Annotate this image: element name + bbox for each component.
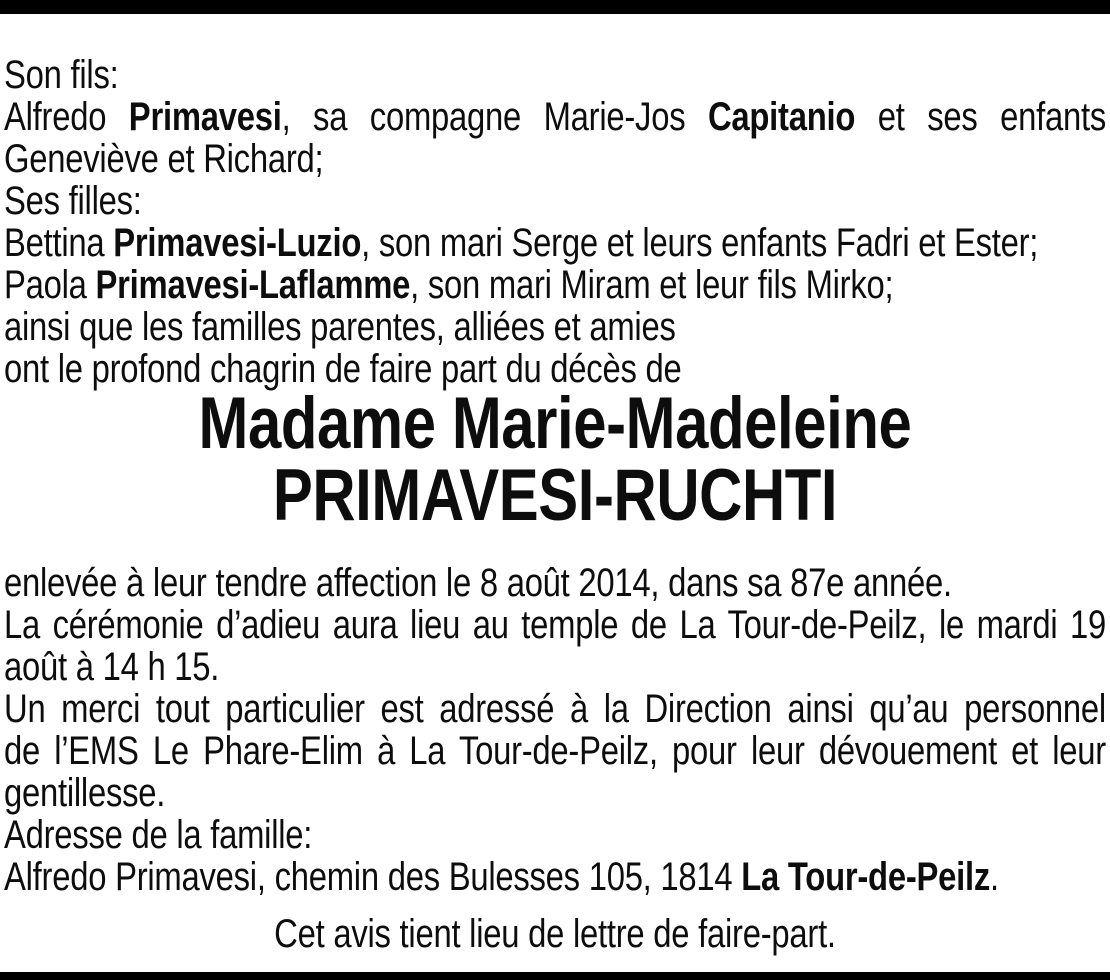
line-merci-2 [4, 730, 1106, 772]
line-adresse-alfredo [4, 856, 1106, 898]
line-aout-heure [4, 646, 1106, 688]
notice-content [4, 14, 1106, 955]
text-run: août à 14 h 15. [4, 645, 220, 689]
text-run-bold: Primavesi [128, 95, 282, 139]
text-run: ont le profond chagrin de faire part du décès de [4, 347, 682, 391]
text-run: Bettina [4, 221, 114, 265]
line-ceremonie [4, 604, 1106, 646]
family-intro-block [4, 54, 1106, 390]
text-run: Ses filles: [4, 179, 142, 223]
deceased-name-line2: PRIMAVESI-RUCHTI [272, 455, 838, 536]
text-run: , son mari Miram et leur fils Mirko; [410, 263, 894, 307]
line-merci-1 [4, 688, 1106, 730]
text-run: Geneviève et Richard; [4, 137, 324, 181]
text-run: Cet avis tient lieu de lettre de faire-part. [274, 912, 836, 956]
text-run: et ses enfants [855, 95, 1106, 139]
line-gentillesse [4, 772, 1106, 814]
text-run: Son fils: [4, 53, 119, 97]
line-familles-parentes [4, 306, 1106, 348]
text-run: ainsi que les familles parentes, alliées et amies [4, 305, 676, 349]
line-enlevee [4, 562, 1106, 604]
footer-block [4, 913, 1106, 955]
text-run: de l’EMS Le Phare-Elim à La Tour-de-Peilz, pour leur dévouement et leur [4, 729, 1106, 773]
text-run-bold: Primavesi-Laflamme [95, 263, 411, 307]
text-run-bold: Primavesi-Luzio [113, 221, 362, 265]
text-run: , sa compagne Marie-Jos [281, 95, 708, 139]
deceased-name-heading [4, 383, 1106, 536]
top-rule [0, 0, 1110, 14]
deceased-name-line1: Madame Marie-Madeleine [198, 383, 912, 464]
text-run: Adresse de la famille: [4, 813, 313, 857]
text-run-bold: La Tour-de-Peilz [741, 855, 991, 899]
line-alfredo-compagne [4, 96, 1106, 138]
text-run: Alfredo [4, 95, 129, 139]
text-run: enlevée à leur tendre affection le 8 août 2014, dans sa 87e année. [4, 561, 952, 605]
line-ses-filles [4, 180, 1106, 222]
text-run: Paola [4, 263, 96, 307]
line-paola [4, 264, 1106, 306]
text-run: gentillesse. [4, 771, 166, 815]
line-genevieve-richard [4, 138, 1106, 180]
text-run: Un merci tout particulier est adressé à la Direction ainsi qu’au personnel [4, 687, 1106, 731]
text-run: Alfredo Primavesi, chemin des Bulesses 105, 1814 [4, 855, 742, 899]
text-run-bold: Capitanio [707, 95, 856, 139]
line-bettina [4, 222, 1106, 264]
details-block [4, 562, 1106, 898]
line-adresse-famille [4, 814, 1106, 856]
bottom-rule [0, 972, 1110, 980]
line-faire-part [4, 913, 1106, 955]
line-son-fils [4, 54, 1106, 96]
text-run: La cérémonie d’adieu aura lieu au temple de La Tour-de-Peilz, le mardi 19 [4, 603, 1106, 647]
text-run: . [990, 855, 999, 899]
text-run: , son mari Serge et leurs enfants Fadri et Ester; [361, 221, 1039, 265]
